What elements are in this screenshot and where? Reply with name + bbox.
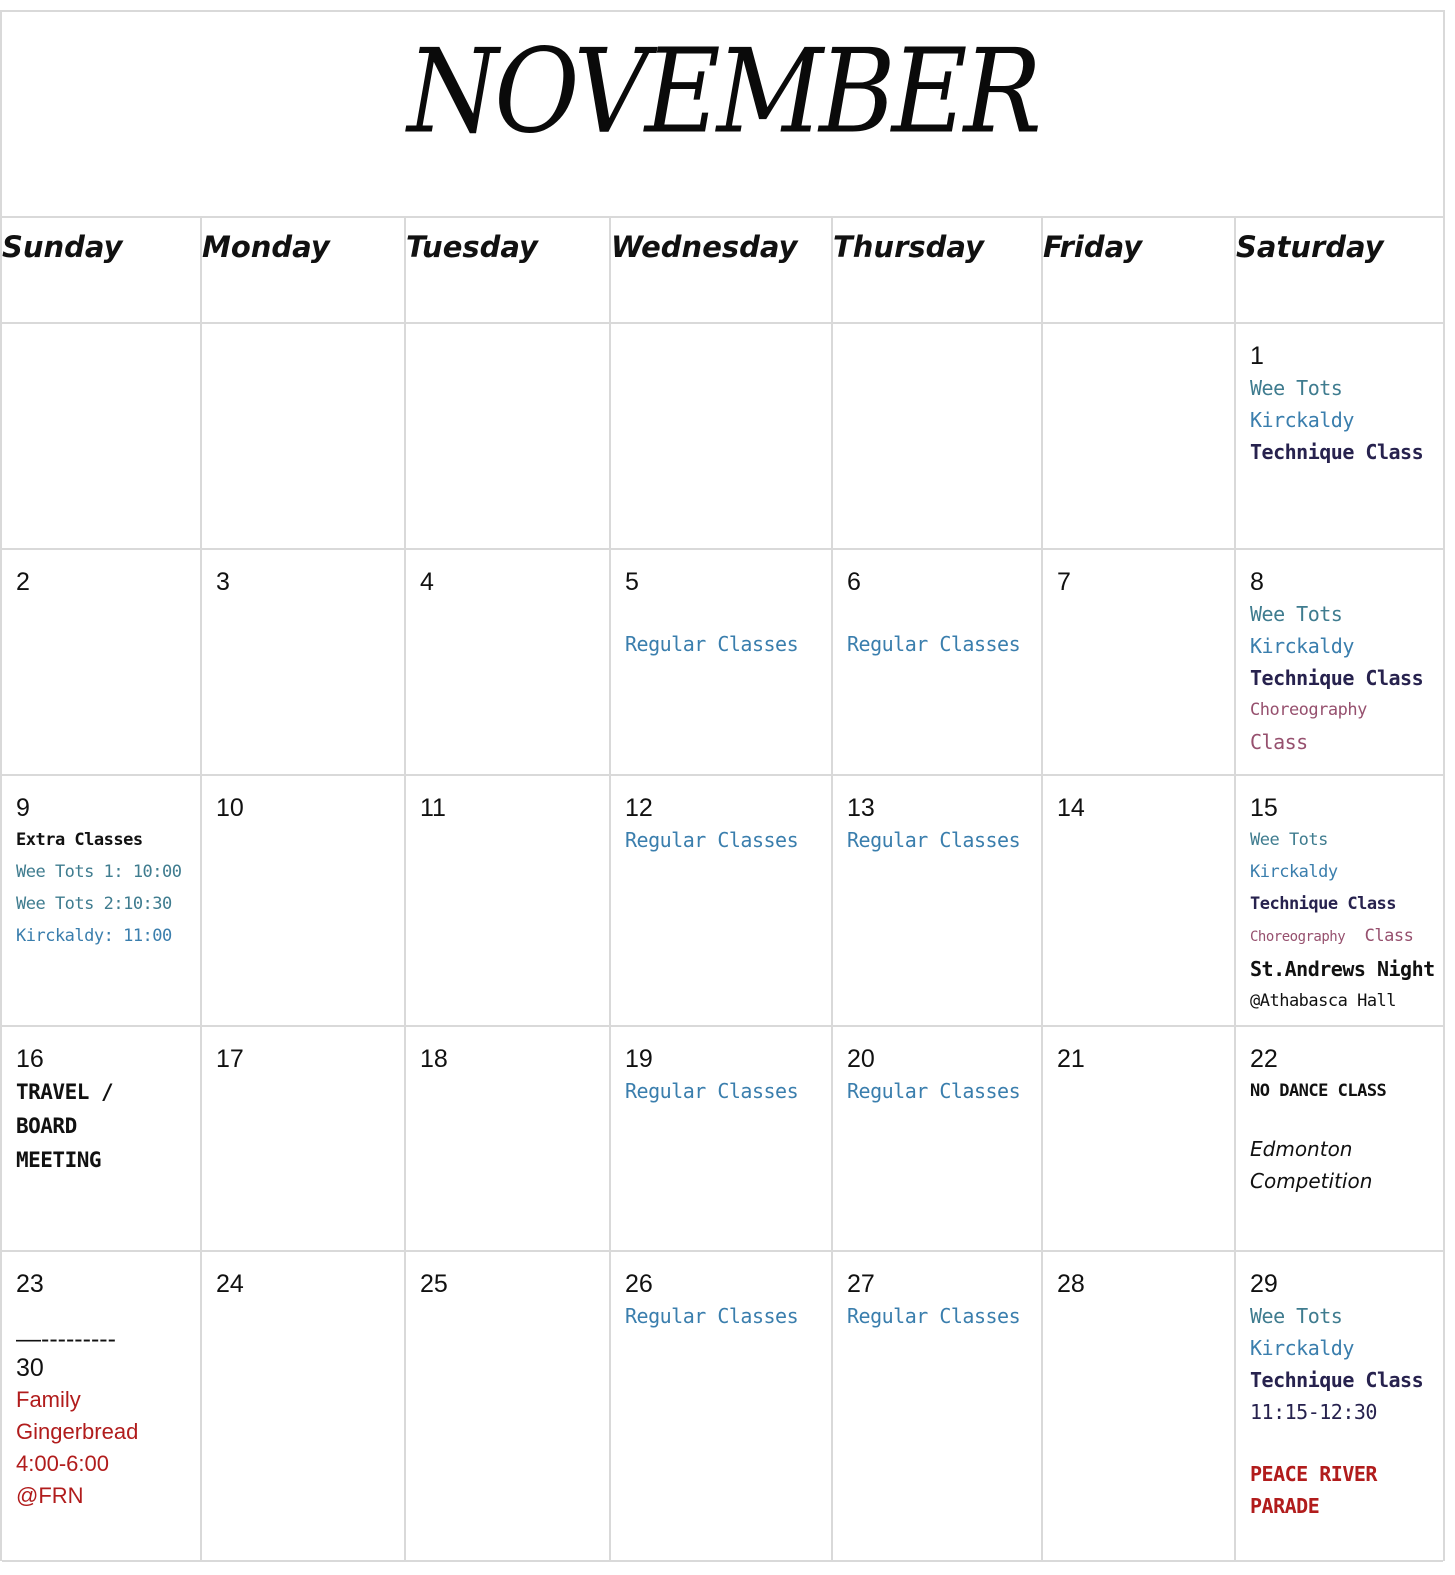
event-label: Technique Class	[1250, 894, 1397, 914]
day-number: 28	[1057, 1270, 1085, 1298]
event-label: TRAVEL /	[16, 1080, 114, 1104]
event-label: Wee Tots 2:10:30	[16, 894, 172, 914]
day-number: 1	[1250, 342, 1264, 370]
weekday-monday: Monday	[201, 218, 405, 323]
day-number: 11	[420, 794, 446, 822]
event-label: Regular Classes	[625, 828, 799, 852]
day-cell-23-30[interactable]	[2, 1251, 201, 1561]
day-cell-16[interactable]	[2, 1026, 201, 1251]
week-row	[2, 549, 1443, 775]
day-number: 30	[16, 1354, 44, 1382]
day-number: 22	[1250, 1045, 1278, 1073]
weekday-thursday: Thursday	[832, 218, 1042, 323]
event-label: Edmonton	[1250, 1137, 1353, 1161]
day-number: 15	[1250, 794, 1278, 822]
day-number: 13	[847, 794, 875, 822]
day-number: 4	[420, 568, 434, 596]
event-label: Kirckaldy	[1250, 408, 1354, 432]
event-label: Regular Classes	[625, 1304, 799, 1328]
day-number: 7	[1057, 568, 1071, 596]
event-label: Regular Classes	[847, 632, 1021, 656]
event-label: BOARD	[16, 1114, 77, 1138]
day-cell-7[interactable]	[1042, 549, 1235, 775]
day-cell-19[interactable]	[610, 1026, 832, 1251]
week-row	[2, 1251, 1443, 1561]
event-label: @Athabasca Hall	[1250, 991, 1397, 1011]
day-cell-17[interactable]	[201, 1026, 405, 1251]
day-cell-27[interactable]	[832, 1251, 1042, 1561]
event-label: Wee Tots	[1250, 602, 1343, 626]
day-cell-18[interactable]	[405, 1026, 610, 1251]
month-title: NOVEMBER	[407, 22, 1038, 160]
day-cell-12[interactable]	[610, 775, 832, 1026]
event-label: PARADE	[1250, 1494, 1320, 1518]
day-number: 27	[847, 1270, 875, 1298]
month-header	[2, 12, 1443, 218]
event-label: Choreography	[1250, 929, 1346, 945]
day-cell-21[interactable]	[1042, 1026, 1235, 1251]
calendar-grid	[2, 218, 1443, 1562]
week-row	[2, 775, 1443, 1026]
day-cell-20[interactable]	[832, 1026, 1042, 1251]
event-label: 4:00-6:00	[16, 1451, 109, 1476]
day-cell-6[interactable]	[832, 549, 1042, 775]
day-number: 9	[16, 794, 30, 822]
event-label: Regular Classes	[847, 828, 1021, 852]
day-number: 2	[16, 568, 30, 596]
day-number: 20	[847, 1045, 875, 1073]
day-cell-5[interactable]	[610, 549, 832, 775]
event-label: St.Andrews Night	[1250, 957, 1435, 981]
day-number: 5	[625, 568, 639, 596]
event-label: 11:15-12:30	[1250, 1400, 1377, 1424]
day-number: 17	[216, 1045, 244, 1073]
day-cell-11[interactable]	[405, 775, 610, 1026]
event-label: Regular Classes	[625, 632, 799, 656]
event-label: Technique Class	[1250, 666, 1424, 690]
weekday-tuesday: Tuesday	[405, 218, 610, 323]
event-label: Kirckaldy	[1250, 862, 1338, 882]
day-cell-22[interactable]	[1235, 1026, 1443, 1251]
event-label: Choreography	[1250, 700, 1367, 720]
day-cell-4[interactable]	[405, 549, 610, 775]
event-label: Regular Classes	[847, 1079, 1021, 1103]
event-label: MEETING	[16, 1148, 102, 1172]
event-label: Gingerbread	[16, 1419, 139, 1444]
week-row	[2, 323, 1443, 549]
day-cell-10[interactable]	[201, 775, 405, 1026]
day-number: 16	[16, 1045, 44, 1073]
day-cell-25[interactable]	[405, 1251, 610, 1561]
empty-day-cell	[405, 323, 610, 549]
weekday-wednesday: Wednesday	[610, 218, 832, 323]
event-label: Competition	[1250, 1169, 1373, 1193]
event-label: Kirckaldy: 11:00	[16, 926, 172, 946]
day-cell-13[interactable]	[832, 775, 1042, 1026]
day-number: 24	[216, 1270, 244, 1298]
day-number: 14	[1057, 794, 1085, 822]
weekday-friday: Friday	[1042, 218, 1235, 323]
day-number: 10	[216, 794, 244, 822]
event-label: Regular Classes	[625, 1079, 799, 1103]
event-label: Family	[16, 1387, 81, 1412]
event-label: Regular Classes	[847, 1304, 1021, 1328]
day-number: 12	[625, 794, 653, 822]
day-cell-29[interactable]	[1235, 1251, 1443, 1561]
day-number: 8	[1250, 568, 1264, 596]
day-number: 23	[16, 1270, 44, 1298]
empty-day-cell	[2, 323, 201, 549]
event-label: Kirckaldy	[1250, 634, 1354, 658]
event-label: Class	[1364, 926, 1414, 946]
week-row	[2, 1026, 1443, 1251]
event-label: Extra Classes	[16, 830, 143, 850]
event-label: @FRN	[16, 1483, 84, 1508]
event-label: NO DANCE CLASS	[1250, 1081, 1387, 1101]
event-label: Class	[1250, 730, 1308, 754]
day-cell-15[interactable]	[1235, 775, 1443, 1026]
empty-day-cell	[610, 323, 832, 549]
event-label: Wee Tots	[1250, 830, 1328, 850]
day-number: 6	[847, 568, 861, 596]
day-number: 19	[625, 1045, 653, 1073]
day-number: 29	[1250, 1270, 1278, 1298]
day-cell-28[interactable]	[1042, 1251, 1235, 1561]
day-cell-1[interactable]	[1235, 323, 1443, 549]
day-number: 3	[216, 568, 230, 596]
day-number: 26	[625, 1270, 653, 1298]
event-label: Technique Class	[1250, 440, 1424, 464]
event-label: Wee Tots	[1250, 376, 1343, 400]
day-cell-24[interactable]	[201, 1251, 405, 1561]
weekday-saturday: Saturday	[1235, 218, 1443, 323]
day-cell-8[interactable]	[1235, 549, 1443, 775]
weekday-header-row	[2, 218, 1443, 323]
day-number: 18	[420, 1045, 448, 1073]
day-cell-14[interactable]	[1042, 775, 1235, 1026]
empty-day-cell	[201, 323, 405, 549]
day-number: 25	[420, 1270, 448, 1298]
day-cell-2[interactable]	[2, 549, 201, 775]
day-number: 21	[1057, 1045, 1085, 1073]
empty-day-cell	[1042, 323, 1235, 549]
weekday-sunday: Sunday	[2, 218, 201, 323]
calendar	[0, 10, 1445, 1561]
day-cell-9[interactable]	[2, 775, 201, 1026]
day-cell-3[interactable]	[201, 549, 405, 775]
empty-day-cell	[832, 323, 1042, 549]
event-label: Wee Tots 1: 10:00	[16, 862, 182, 882]
day-cell-26[interactable]	[610, 1251, 832, 1561]
day-separator: —---------	[16, 1325, 116, 1353]
event-label: Kirckaldy	[1250, 1336, 1354, 1360]
event-label: Wee Tots	[1250, 1304, 1343, 1328]
event-label: PEACE RIVER	[1250, 1462, 1377, 1486]
event-label: Technique Class	[1250, 1368, 1424, 1392]
event-label-pair	[1250, 920, 1431, 953]
